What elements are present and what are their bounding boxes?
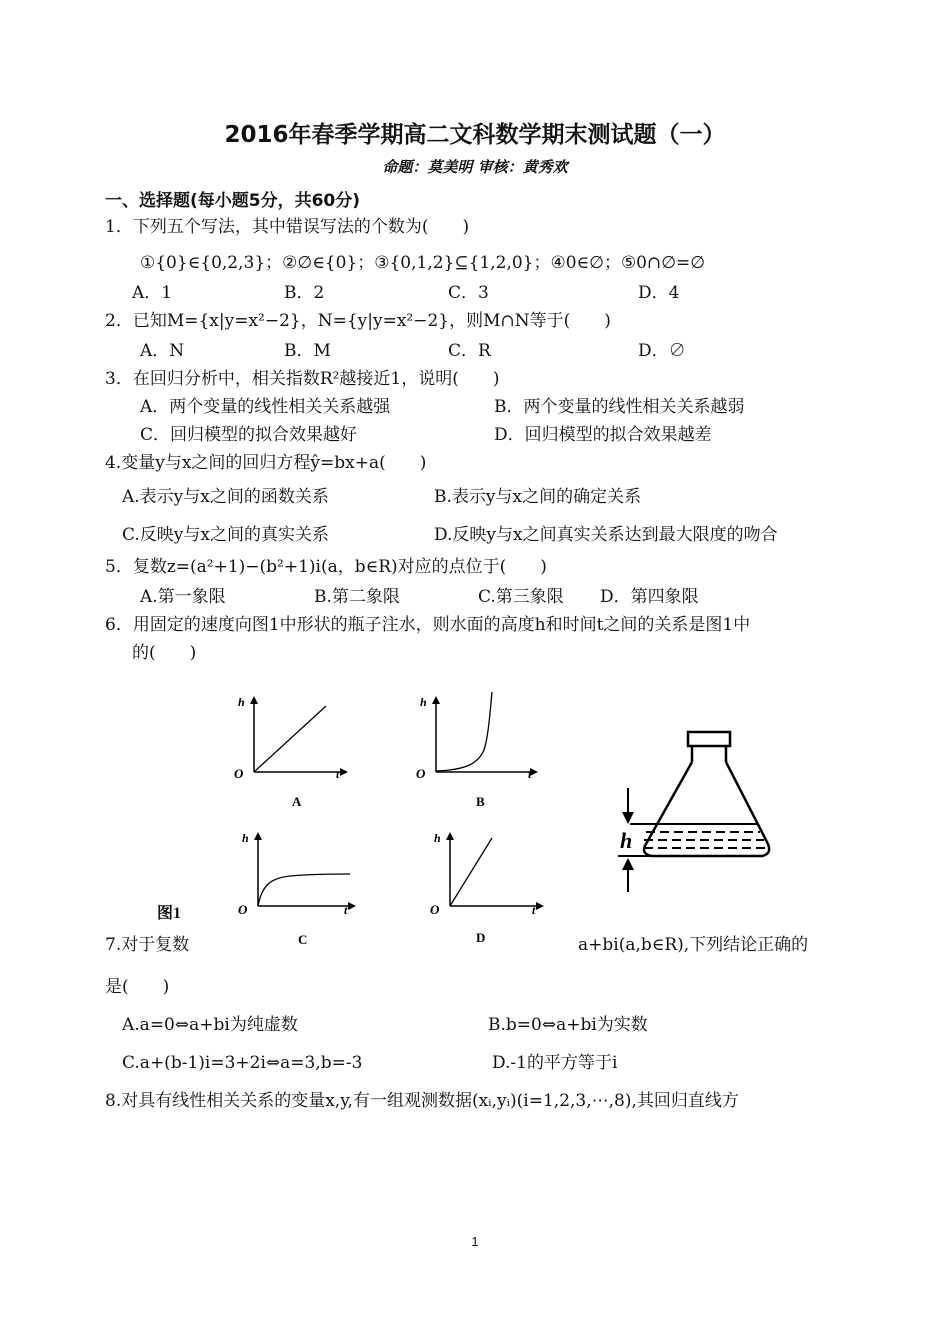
q4-option-b: B.表示y与x之间的确定关系 bbox=[434, 487, 642, 507]
graph-a-x-axis-label: t bbox=[336, 767, 340, 781]
q3-option-d: D．回归模型的拟合效果越差 bbox=[494, 425, 712, 445]
graph-d-label: D bbox=[476, 930, 486, 945]
graph-a-y-axis-label: h bbox=[238, 695, 245, 709]
q4-option-c: C.反映y与x之间的真实关系 bbox=[122, 525, 329, 545]
question-7-stem-right: a+bi(a,b∈R),下列结论正确的 bbox=[578, 935, 809, 955]
q4-option-d: D.反映y与x之间真实关系达到最大限度的吻合 bbox=[434, 525, 778, 545]
question-4-stem: 4.变量y与x之间的回归方程ŷ=bx+a( ) bbox=[105, 453, 427, 473]
graph-c bbox=[232, 826, 367, 946]
graph-a bbox=[228, 690, 358, 810]
page-subtitle: 命题：莫美明 审核：黄秀欢 bbox=[382, 158, 568, 176]
graph-c-origin-label: O bbox=[238, 902, 248, 917]
flask-diagram bbox=[600, 728, 780, 900]
q3-option-b: B．两个变量的线性相关关系越弱 bbox=[494, 397, 745, 417]
graph-d-x-axis-label: t bbox=[532, 903, 536, 917]
graph-c-label: C bbox=[298, 932, 308, 946]
q3-option-a: A．两个变量的线性相关关系越强 bbox=[140, 397, 391, 417]
q2-option-d: D．∅ bbox=[638, 341, 686, 361]
q7-option-b: B.b=0⇔a+bi为实数 bbox=[488, 1015, 648, 1035]
q7-option-a: A.a=0⇔a+bi为纯虚数 bbox=[122, 1015, 298, 1035]
graph-c-x-axis-label: t bbox=[344, 903, 348, 917]
question-5-stem: 5．复数z=(a²+1)−(b²+1)i(a，b∈R)对应的点位于( ) bbox=[105, 557, 547, 577]
question-2-stem: 2．已知M={x|y=x²−2}，N={y|y=x²−2}，则M∩N等于( ) bbox=[105, 311, 611, 331]
figure-caption: 图1 bbox=[157, 905, 182, 922]
question-3-stem: 3．在回归分析中，相关指数R²越接近1，说明( ) bbox=[105, 369, 500, 389]
q1-option-a: A．1 bbox=[132, 283, 173, 303]
question-1-items: ①{0}∈{0,2,3}；②∅∈{0}；③{0,1,2}⊆{1,2,0}；④0∈∅；⑤0∩∅=∅ bbox=[140, 253, 706, 273]
q4-option-a: A.表示y与x之间的函数关系 bbox=[122, 487, 329, 507]
q1-option-b: B．2 bbox=[284, 283, 325, 303]
q1-option-d: D．4 bbox=[638, 283, 680, 303]
question-7-stem-left: 7.对于复数 bbox=[105, 935, 190, 955]
question-7-stem-line2: 是( ) bbox=[105, 977, 170, 997]
q5-option-c: C.第三象限 bbox=[478, 587, 564, 607]
graph-d bbox=[424, 826, 554, 946]
q2-option-c: C．R bbox=[448, 341, 491, 361]
q3-option-c: C．回归模型的拟合效果越好 bbox=[140, 425, 358, 445]
q7-option-d: D.-1的平方等于i bbox=[492, 1053, 618, 1073]
q7-option-c: C.a+(b-1)i=3+2i⇔a=3,b=-3 bbox=[122, 1053, 363, 1073]
graph-c-y-axis-label: h bbox=[242, 831, 249, 845]
q2-option-a: A．N bbox=[140, 341, 185, 361]
question-6-stem-line2: 的( ) bbox=[132, 643, 197, 663]
page-title: 2016年春季学期高二文科数学期末测试题（一） bbox=[224, 122, 726, 148]
q5-option-d: D．第四象限 bbox=[600, 587, 699, 607]
graph-b-x-axis-label: t bbox=[528, 767, 532, 781]
question-1-stem: 1．下列五个写法，其中错误写法的个数为( ) bbox=[105, 217, 470, 237]
graph-a-origin-label: O bbox=[234, 766, 244, 781]
flask-h-label: h bbox=[620, 828, 633, 853]
section-heading: 一、选择题(每小题5分，共60分) bbox=[105, 191, 361, 211]
q2-option-b: B．M bbox=[284, 341, 331, 361]
q1-option-c: C．3 bbox=[448, 283, 489, 303]
graph-b-y-axis-label: h bbox=[420, 695, 427, 709]
q5-option-a: A.第一象限 bbox=[140, 587, 226, 607]
graph-b-label: B bbox=[476, 794, 485, 809]
question-8-stem: 8.对具有线性相关关系的变量x,y,有一组观测数据(xᵢ,yᵢ)(i=1,2,3,⋯,8),其回归直线方 bbox=[105, 1091, 739, 1111]
graph-b-origin-label: O bbox=[416, 766, 426, 781]
q5-option-b: B.第二象限 bbox=[314, 587, 400, 607]
graph-b bbox=[410, 690, 550, 810]
graph-a-label: A bbox=[292, 794, 302, 809]
graph-d-y-axis-label: h bbox=[434, 831, 441, 845]
question-6-stem-line1: 6．用固定的速度向图1中形状的瓶子注水，则水面的高度h和时间t之间的关系是图1中 bbox=[105, 615, 751, 635]
page-number: 1 bbox=[471, 1234, 479, 1249]
graph-d-origin-label: O bbox=[430, 902, 440, 917]
